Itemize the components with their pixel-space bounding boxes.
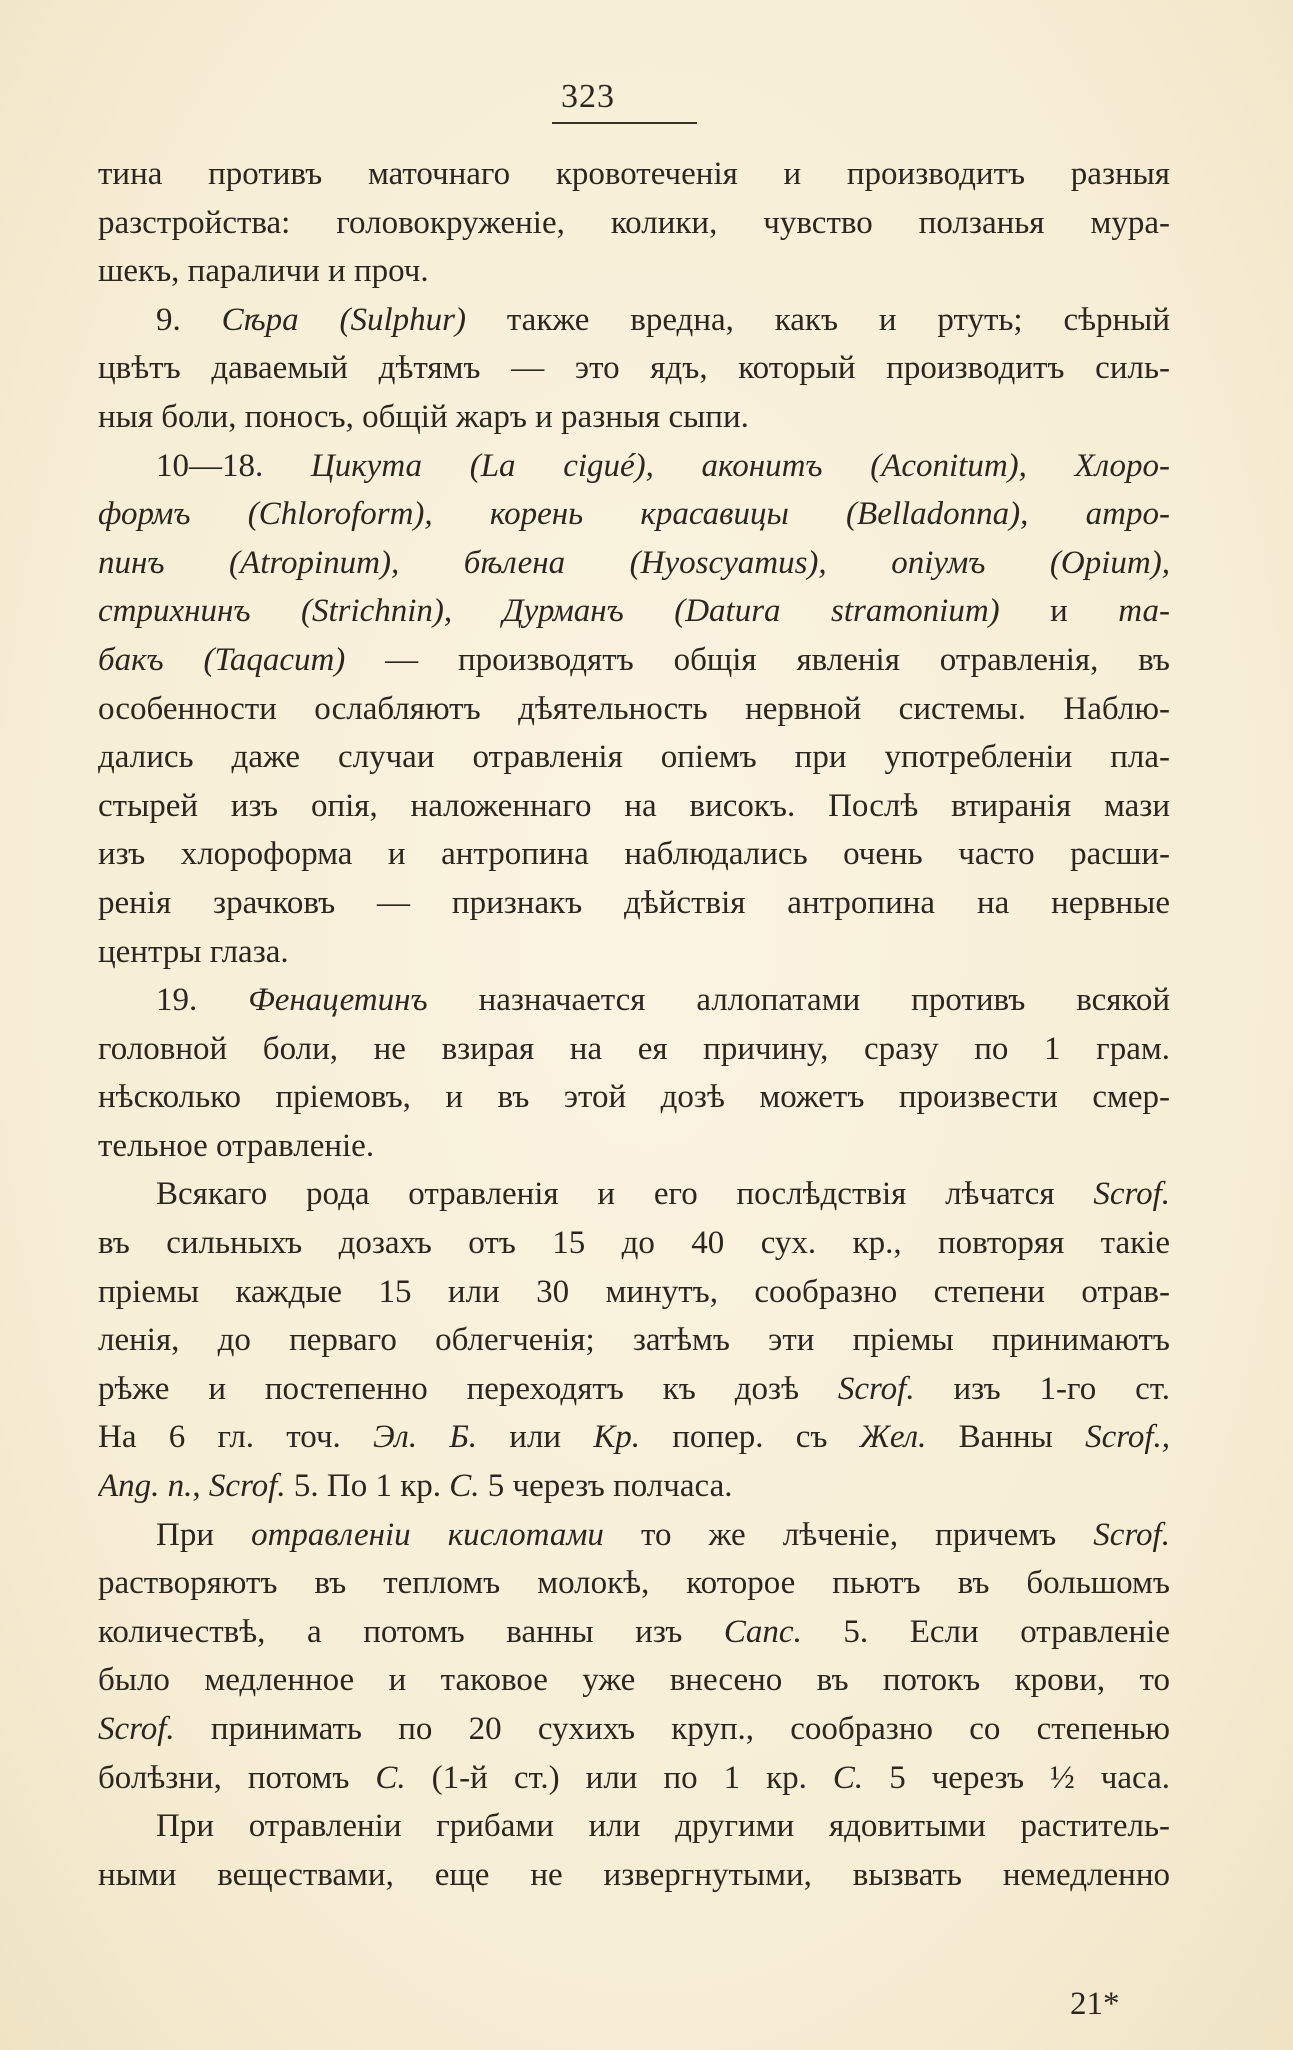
- text-segment: 5. Если отравленіе: [801, 1613, 1170, 1650]
- text-segment: разстройства: головокруженіе, колики, чувство ползанья мура-: [98, 204, 1170, 241]
- italic-segment: Жел.: [859, 1419, 927, 1456]
- text-line: [98, 976, 1170, 1025]
- text-segment: ныя боли, поносъ, общій жаръ и разныя сыпи.: [98, 398, 749, 435]
- text-segment: ленія, до перваго облегченія; затѣмъ эти пріемы принимаютъ: [98, 1322, 1170, 1359]
- text-line: [98, 442, 1170, 491]
- text-segment: тельное отравленіе.: [98, 1127, 375, 1164]
- text-line: [98, 539, 1170, 588]
- text-segment: въ сильныхъ дозахъ отъ 15 до 40 сух. кр., повторяя такіе: [98, 1225, 1170, 1262]
- text-line: [98, 1268, 1170, 1317]
- italic-segment: стрихнинъ (Strichnin), Дурманъ (Datura stramonium): [98, 593, 1000, 630]
- text-segment: 10—18.: [156, 447, 311, 484]
- text-segment: также вредна, какъ и ртуть; сѣрный: [466, 301, 1170, 338]
- page-number: 323: [561, 78, 615, 115]
- text-segment: Всякаго рода отравленія и его послѣдствія лѣчатся: [156, 1176, 1094, 1213]
- text-segment: было медленное и таковое уже внесено въ потокъ крови, то: [98, 1662, 1170, 1699]
- text-segment: Ванны: [926, 1419, 1086, 1456]
- text-line: [98, 1851, 1170, 1900]
- text-line: [98, 636, 1170, 685]
- italic-segment: пинъ (Atropinum), бѣлена (Hyoscyamus), опіумъ (Opium),: [98, 544, 1170, 581]
- italic-segment: С.: [449, 1468, 480, 1505]
- text-line: [98, 1802, 1170, 1851]
- signature-mark: 21*: [1070, 1986, 1120, 2022]
- text-line: [98, 733, 1170, 782]
- text-segment: изъ хлороформа и антропина наблюдались очень часто расши-: [98, 836, 1170, 873]
- italic-segment: Эл. Б.: [373, 1419, 478, 1456]
- italic-segment: Scrof.: [1093, 1176, 1170, 1213]
- text-segment: количествѣ, а потомъ ванны изъ: [98, 1613, 724, 1650]
- text-line: [98, 830, 1170, 879]
- text-segment: или: [477, 1419, 594, 1456]
- italic-segment: та-: [1118, 593, 1170, 630]
- text-line: [98, 1413, 1170, 1462]
- italic-segment: отравленіи кислотами: [251, 1516, 604, 1553]
- italic-segment: Scrof.: [1093, 1516, 1170, 1553]
- italic-segment: С.: [832, 1759, 864, 1796]
- italic-segment: бакъ (Taqacum): [98, 641, 346, 678]
- italic-segment: Ang. n.: [98, 1468, 193, 1505]
- text-line: [98, 393, 1170, 442]
- italic-segment: С.: [375, 1759, 406, 1796]
- text-segment: центры глаза.: [98, 933, 289, 970]
- text-segment: (1-й ст.) или по 1 кр.: [405, 1759, 833, 1796]
- body-text: [98, 150, 1170, 1899]
- text-segment: — производятъ общія явленія отравленія, въ: [345, 641, 1170, 678]
- text-line: [98, 296, 1170, 345]
- italic-segment: Цикута (La cigué), аконитъ (Aconitum), Хлоро-: [310, 447, 1170, 484]
- text-line: [98, 150, 1170, 199]
- text-segment: болѣзни, потомъ: [98, 1759, 376, 1796]
- text-segment: При: [156, 1516, 252, 1553]
- text-line: [98, 199, 1170, 248]
- text-segment: стырей изъ опія, наложеннаго на високъ. Послѣ втиранія мази: [98, 787, 1170, 824]
- text-segment: На 6 гл. точ.: [98, 1419, 374, 1456]
- italic-segment: Scrof.: [208, 1468, 286, 1505]
- text-line: [98, 1219, 1170, 1268]
- text-segment: и: [999, 593, 1119, 630]
- text-segment: 19.: [156, 982, 249, 1019]
- text-line: [98, 1025, 1170, 1074]
- text-line: [98, 1656, 1170, 1705]
- text-segment: нѣсколько пріемовъ, и въ этой дозѣ можетъ произвести смер-: [98, 1079, 1170, 1116]
- text-segment: дались даже случаи отравленія опіемъ при употребленіи пла-: [98, 739, 1170, 776]
- text-segment: попер. съ: [640, 1419, 860, 1456]
- italic-segment: формъ (Chloroform), корень красавицы (Belladonna), атро-: [98, 496, 1170, 533]
- text-line: [98, 1122, 1170, 1171]
- italic-segment: Сѣра (Sulphur): [221, 301, 466, 338]
- text-line: [98, 1073, 1170, 1122]
- text-line: [98, 1462, 1170, 1511]
- text-segment: то же лѣченіе, причемъ: [603, 1516, 1094, 1553]
- text-segment: особенности ослабляютъ дѣятельность нервной системы. Наблю-: [98, 690, 1170, 727]
- text-segment: тина противъ маточнаго кровотеченія и производитъ разныя: [98, 156, 1170, 192]
- text-line: [98, 1705, 1170, 1754]
- text-segment: пріемы каждые 15 или 30 минутъ, сообразно степени отрав-: [98, 1273, 1170, 1310]
- text-segment: изъ 1-го ст.: [914, 1370, 1170, 1407]
- italic-segment: Scrof.: [837, 1370, 915, 1407]
- italic-segment: Canc.: [723, 1613, 802, 1650]
- text-line: [98, 1365, 1170, 1414]
- italic-segment: Кр.: [593, 1419, 641, 1456]
- text-segment: 9.: [156, 301, 222, 338]
- text-segment: ренія зрачковъ — признакъ дѣйствія антропина на нервные: [98, 884, 1170, 921]
- text-line: [98, 490, 1170, 539]
- text-segment: назначается аллопатами противъ всякой: [427, 982, 1170, 1019]
- text-line: [98, 247, 1170, 296]
- italic-segment: Фенацетинъ: [248, 982, 428, 1019]
- header-rule: [552, 122, 697, 124]
- text-segment: 5. По 1 кр.: [285, 1468, 450, 1505]
- text-line: [98, 587, 1170, 636]
- text-segment: рѣже и постепенно переходятъ къ дозѣ: [98, 1370, 838, 1407]
- text-line: [98, 1559, 1170, 1608]
- text-line: [98, 1608, 1170, 1657]
- text-segment: При отравленіи грибами или другими ядовитыми раститель-: [156, 1808, 1170, 1845]
- text-segment: принимать по 20 сухихъ круп., сообразно со степенью: [174, 1711, 1170, 1747]
- text-segment: головной боли, не взирая на ея причину, сразу по 1 грам.: [98, 1030, 1170, 1067]
- italic-segment: Scrof.: [98, 1711, 175, 1747]
- text-line: [98, 782, 1170, 831]
- text-segment: 5 черезъ ½ часа.: [863, 1759, 1170, 1796]
- text-line: [98, 1170, 1170, 1219]
- text-segment: цвѣтъ даваемый дѣтямъ — это ядъ, который производитъ силь-: [98, 350, 1170, 387]
- text-segment: шекъ, параличи и проч.: [98, 253, 429, 290]
- italic-segment: Scrof.,: [1085, 1419, 1170, 1456]
- text-line: [98, 1754, 1170, 1803]
- text-line: [98, 928, 1170, 977]
- text-line: [98, 685, 1170, 734]
- text-segment: ными веществами, еще не извергнутыми, вызвать немедленно: [98, 1856, 1170, 1893]
- text-line: [98, 879, 1170, 928]
- text-segment: 5 черезъ полчаса.: [479, 1468, 733, 1505]
- text-segment: ,: [192, 1468, 209, 1505]
- text-line: [98, 1511, 1170, 1560]
- text-segment: растворяютъ въ тепломъ молокѣ, которое пьютъ въ большомъ: [98, 1565, 1170, 1602]
- text-line: [98, 1316, 1170, 1365]
- text-line: [98, 344, 1170, 393]
